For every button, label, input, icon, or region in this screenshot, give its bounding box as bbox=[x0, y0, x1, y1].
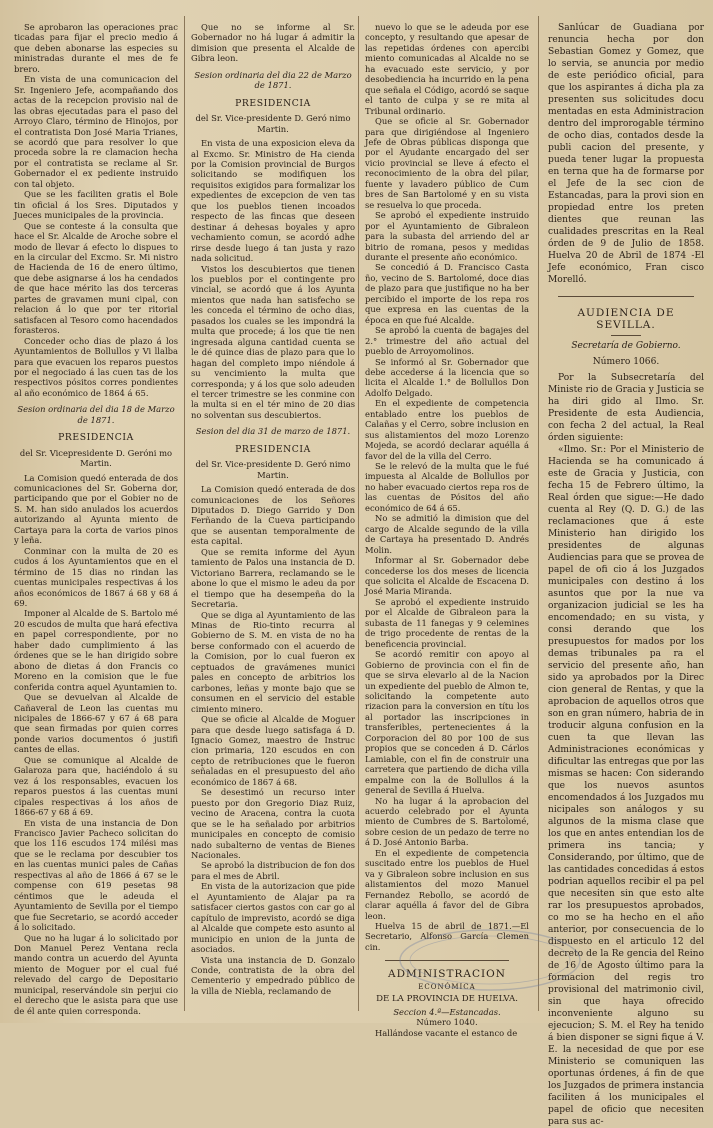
paragraph: En vista de la autorizacion que pide el Ayuntamiento de Alajar pa ra satisfacer ciertos gastos con car go al capítulo de imprevisto, acordó se diga al Alcalde que compete esto asunto al municipio en union de la junta de asociados. bbox=[191, 881, 355, 955]
presidencia-subheading: del Sr. Vice-presidente D. Geró nimo Martin. bbox=[195, 459, 351, 480]
paragraph: Por la Subsecretaría del Ministe rio de Gracia y Justicia se ha diri gido al Ilmo. Sr. Presidente de esta Audiencia, con fecha 2 del actual, la Real órden siguiente: bbox=[548, 373, 704, 443]
paragraph: Se aprobaron las operaciones prac ticadas para fijar el precio medio á que deben abonarse las especies su ministradas durante el mes de fe brero. bbox=[14, 22, 178, 74]
paragraph: En vista de una comunicacion del Sr. Ingeniero Jefe, acompañando dos actas de la recepcion provisio nal de las obras ejecutadas para el paso del Arroyo Claro, término de Hinojos, por el contratista Don José Maria Trianes, se acordó que para resolver lo que proceda sobre la re clamacion hecha por el contratista se reclame al Sr. Gobernador el ex pediente instruido con tal objeto. bbox=[14, 74, 178, 189]
paragraph: Informar al Sr. Gobernador debe concederse los dos meses de licencia que solicita el Alcalde de Escacena D. José Maria Miranda. bbox=[365, 555, 529, 597]
paragraph: En vista de una instancia de Don Francisco Javier Pacheco solicitan do que los 116 escudos 174 milési mas que se le reclama por descubier tos en las cuentas munici pales de Cañas respectivas al año de 1866 á 67 se le compense con 619 pesetas 98 céntimos que le adeuda el Ayuntamiento de Sevilla por el tiempo que fue Secretario, se acordó acceder á lo solicitado. bbox=[14, 817, 178, 933]
paragraph: En el expediente de competencia entablado entre los pueblos de Calañas y el Cerro, sobre inclusion en sus alistamientos del mozo Lorenzo Mojeda, se acordó declarar aquélla á favor del de la villa del Cerro. bbox=[365, 398, 529, 461]
column-2 bbox=[191, 22, 355, 1012]
paragraph: nuevo lo que se le adeuda por ese concepto, y resultando que apesar de las repetidas órdenes con apercibi miento comunicadas al Alcalde no se ha evacuado este servicio, y por desobediencia ha incurrido en la pena que señala el Código, acordó se saque el tanto de culpa y se re mita al Tribunal ordinario. bbox=[365, 22, 529, 116]
paragraph: Se informó al Sr. Gobernador que debe accederse á la licencia que so licita el Alcalde 1.° de Bollullos Don Adolfo Delgado. bbox=[365, 356, 529, 398]
paragraph: Que se les faciliten gratis el Bole tin oficial á los Sres. Diputados y Jueces municipales de la provincia. bbox=[14, 189, 178, 221]
paragraph: Hallándose vacante el estanco de bbox=[375, 1027, 518, 1038]
column-3 bbox=[365, 22, 529, 1038]
paragraph: Que se comunique al Alcalde de Galaroza para que, haciéndolo á su vez á los responsables, evacuen los reparos puestos á las cuentas muni cipales respectivas á los años de 1866-67 y 68 á 69. bbox=[14, 754, 178, 818]
paragraph: Se aprobó el expediente instruido por el Alcalde de Gibraleon para la subasta de 11 fanegas y 9 celemines de trigo procedente de rentas de la beneficencia provincial. bbox=[365, 596, 529, 649]
column-1 bbox=[14, 22, 178, 1016]
presidencia-heading: PRESIDENCIA bbox=[58, 432, 134, 444]
paragraph: Que se oficie al Alcalde de Moguer para que desde luego satisfaga á D. Ignacio Gomez, maestro de Instruc cion primaria, 120 escudos en con cepto de retribuciones que le fueron señaladas en el presupuesto del año económico de 1867 á 68. bbox=[191, 714, 355, 787]
session-heading: Sesion ordinaria del dia 18 de Marzo de 1871. bbox=[17, 404, 175, 425]
paragraph: Se concedió á D. Francisco Casta ño, vecino de S. Bartolomé, doce dias de plazo para que justifique no ha ber percibido el importe de los repa ros que expresa en las cuentas de la época en que fué Alcalde. bbox=[365, 262, 529, 325]
paragraph: Vistos los descubiertos que tienen los pueblos por el contingente pro vincial, se acordó que á los Ayunta mientos que nada han satisfecho se les conceda el término de ocho dias, pasados los cuales se les impondrá la multa que procede; á los que tie nen ingresada alguna cantidad cuenta se le dé quince dias de plazo para que lo hagan del completo impo niéndole á su vencimiento la multa que corresponda; y á los que solo adeuden el tercer trimestre se les conmine con la multa si en el tér mino de 20 dias no solventan sus descubiertos. bbox=[191, 263, 355, 420]
paragraph: Que se remita informe del Ayun tamiento de Palos una instancia de D. Victoriano Barrera, reclamando se le abone lo que el mismo le adeu da por el tiempo que ha desempeña do la Secretaria. bbox=[191, 546, 355, 610]
column-divider bbox=[184, 16, 185, 1011]
section-heading: Seccion 4.ª—Estancadas. bbox=[393, 1006, 501, 1017]
signoff: Huelva 15 de abril de 1871.—El Secretario, Alfonso García Clemen cin. bbox=[365, 920, 529, 952]
paragraph: Se acordó remitir con apoyo al Gobierno de provincia con el fin de que se sirva elevarlo al de la Nacion un expediente del pueblo de Almon te, solicitando la competente auto rizacion para la conversion en títu los al portador las inscripciones in transferibles, pertenecientes á la Corporacion del 80 por 100 de sus propios que se conceden á D. Cárlos Lamiable, con el fin de construir una carretera que partiendo de dicha villa empalme con la de Bollullos á la general de Sevilla á Huelva. bbox=[365, 649, 529, 796]
session-heading: Sesion ordinaria del dia 22 de Marzo de 1871. bbox=[194, 69, 352, 91]
presidencia-heading: PRESIDENCIA bbox=[235, 97, 311, 109]
column-divider bbox=[358, 16, 359, 1011]
paragraph: No ha lugar á la aprobacion del acuerdo celebrado por el Ayunta miento de Cumbres de S. Bartolomé, sobre cesion de un pedazo de terre no á D. José Antonio Barba. bbox=[365, 795, 529, 848]
paragraph: Que no ha lugar á lo solicitado por Don Manuel Perez Ventana recla mando contra un acuerdo del Ayunta miento de Moguer por el cual fué relevado del cargo de Depositario municipal, reservándole sin perjui cio el derecho que le asista para que use de él ante quien corresponda. bbox=[14, 932, 178, 1016]
paragraph: Sanlúcar de Guadiana por renuncia hecha por don Sebastian Gomez y Gomez, que lo servia, se anuncia por medio de este periódico oficial, para que los aspirantes á dicha pla za presenten sus solicitudes docu mentadas en esta Administracion dentro del improrogable término de ocho dias, contados desde la publi cacion del presente, y pueda tener lugar la propuesta en terna que ha de formarse por el Jefe de la sec cion de Estancadas, para la provi sion en propiedad entre los preten dientes que reunan las cualidades prescritas en la Real órden de 9 de Julio de 1858. Huelva 20 de Abril de 1874 -El Jefe económico, Fran cisco Morelló. bbox=[548, 23, 704, 285]
presidencia-subheading: del Sr. Vicepresidente D. Geróni mo Martin. bbox=[19, 447, 173, 469]
notice-number: Número 1066. bbox=[592, 357, 660, 367]
paragraph: Se aprobó el expediente instruido por el Ayuntamiento de Gibraleon para la subasta del arriendo del ar bitrio de romana, pesos y medidas durante el presente año económico. bbox=[365, 210, 529, 262]
audiencia-subheading: Secretaría de Gobierno. bbox=[571, 341, 681, 351]
province-heading: DE LA PROVINCIA DE HUELVA. bbox=[376, 994, 518, 1005]
paragraph: Se desestimó un recurso inter puesto por don Gregorio Diaz Ruiz, vecino de Aracena, contra la cuota que se le ha señalado por arbitrios municipales en concepto de comisio nado subalterno de ventas de Bienes Nacionales. bbox=[191, 787, 355, 860]
paragraph: Que se devuelvan al Alcalde de Cañaveral de Leon las cuentas mu nicipales de 1866-67 y 67 á 68 para que sean firmadas por quien corres ponde varios documentos ó justifi cantes de ellas. bbox=[14, 692, 178, 755]
paragraph: Se le relevó de la multa que le fué impuesta al Alcalde de Bollullos por no haber evacuado ciertos repa ros de las cuentas de Pósitos del año económico de 64 á 65. bbox=[365, 461, 529, 513]
column-4 bbox=[548, 22, 704, 1127]
paragraph: Conceder ocho dias de plazo á los Ayuntamientos de Bollullos y Vi llalba para que evacuen los reparos puestos por el negociado á las cuen tas de los respectivos pósitos corres pondientes al año económico de 1864 á 65. bbox=[14, 335, 178, 398]
paragraph: Que se diga al Ayuntamiento de las Minas de Rio-tinto recurra al Gobierno de S. M. en vista de no ha berse conformado con el acuerdo de la Comision, por lo cual fueron ex ceptuados de gravámenes munici pales en concepto de arbitrios los carbones, leñas y monte bajo que se consumen en el servicio del estable cimiento minero. bbox=[191, 609, 355, 714]
notice-number: Número 1040. bbox=[416, 1017, 478, 1028]
paragraph: En vista de una exposicion eleva da al Excmo. Sr. Ministro de Ha cienda por la Comision provincial de Burgos solicitando se modifiquen los requisitos exigidos para formalizar los expedientes de excepcion de ven tas que los pueblos tienen incoados respecto de las fincas que deseen destinar á dehesas boyales y apro vechamiento comun, se acordó adhe rirse desde luego á tan justa y razo nada solicitud. bbox=[191, 138, 355, 264]
paragraph: Se aprobó la distribucion de fon dos para el mes de Abril. bbox=[191, 860, 355, 881]
short-rule bbox=[611, 335, 641, 336]
paragraph: Se aprobó la cuenta de bagajes del 2.° trimestre del año actual del pueblo de Arroyomolinos. bbox=[365, 325, 529, 357]
section-rule bbox=[558, 296, 694, 297]
paragraph: Vista una instancia de D. Gonzalo Conde, contratista de la obra del Cementerio y empedrado público de la villa de Niebla, reclamando de bbox=[191, 954, 355, 996]
paragraph: En el expediente de competencia suscitado entre los pueblos de Huel va y Gibraleon sobre inclusion en sus alistamientos del mozo Manuel Fernandez Rebollo, se acordó de clarar aquélla á favor del de Gibra leon. bbox=[365, 847, 529, 921]
paragraph: Conminar con la multa de 20 es cudos á los Ayuntamientos que en el término de 15 dias no rindan las cuentas municipales respectivas á los años económicos de 1867 á 68 y 68 á 69. bbox=[14, 545, 178, 609]
column-divider bbox=[538, 16, 539, 1011]
paragraph: La Comision quedó enterada de dos comunicaciones del Sr. Goberna dor, participando que por el Gobier no de S. M. han sido anulados los acuerdos autorizando al Ayunta miento de Cartaya para la corta de varios pinos y leña. bbox=[14, 472, 178, 546]
paragraph: «Ilmo. Sr.: Por el Ministerio de Hacienda se ha comunicado á este de Gracia y Justicia, con fecha 15 de Febrero último, la Real órden que sigue:—He dado cuenta al Rey (Q. D. G.) de las reclamaciones que á este Ministerio han dirigido los presidentes de algunas Audiencias para que se provea de papel de ofi cio á los Juzgados municipales con destino á los asuntos que por la nue va organizacion judicial se les ha encomendado; en su vista, y consi derando que los presupuestos for mados por los demas tribunales pa ra el servicio del presente año, han sido ya aprobados por la Direc cion general de Rentas, y que la aprobacion de aquellos otros que son en gran número, habria de in troducir alguna confusion en la cuen ta que llevan las Administraciones económicas y dificultar las entregas que por las mismas se hacen: Con siderando que los nuevos asuntos encomendados á los Juzgados mu nicipales son análogos y su algunos de la misma clase que los que en antes entendian los de primera ins tancia; y Considerando, por último, que de las cantidades concedidas á estos podrian aquellos recibir el pa pel que necesiten sin que esto alte rar los presupuestos aprobados, co mo se ha hecho en el año anterior, por consecuencia de lo dispuesto en el articulo 12 del decreto de la Re gencia del Reino de 16 de Agosto último para la formacion del regis tro provisional del matrimonio civil, sin que haya ofrecido inconveniente alguno su ejecucion; S. M. el Rey ha tenido á bien disponer se signi fique á V. E. la necesidad de que por ese Ministerio se comuniquen las oportunas órdenes, á fin de que los Juzgados de primera instancia faciliten á los municipales el papel de oficio que necesiten para sus ac- bbox=[548, 445, 704, 1127]
paragraph: Que se oficie al Sr. Gobernador para que dirigiéndose al Ingeniero Jefe de Obras públicas disponga que por el Ayudante encargado del ser vicio provincial se lleve á efecto el reconocimiento de la obra del pilar, fuente y lavadero público de Cum bres de San Bartolomé y en su vista se resuelva lo que proceda. bbox=[365, 116, 529, 210]
paragraph: Que no se informe al Sr. Gobernador no há lugar á admitir la dimision que presenta el Alcalde de Gibra leon. bbox=[191, 22, 355, 64]
administracion-subheading: ECONÓMICA bbox=[418, 982, 476, 991]
paragraph: Que se conteste á la consulta que hace el Sr. Alcalde de Aroche sobre el modo de llevar á efecto lo dispues to en la circular del Excmo. Sr. Mi nistro de Hacienda de 16 de enero último, que debe asignarse á los ha cendados de que hace mérito las dos terceras partes de gravamen muni cipal, con relacion á lo que por ter ritorial satisfacen al Tesoro como hacendados forasteros. bbox=[14, 220, 178, 336]
presidencia-heading: PRESIDENCIA bbox=[235, 443, 311, 455]
paragraph: No se admitió la dimision que del cargo de Alcalde segundo de la villa de Cartaya ha presentado D. Andrés Molin. bbox=[365, 513, 529, 555]
paragraph: La Comision quedó enterada de dos comunicaciones de los Señores Diputados D. Diego Garrido y Don Ferñando de la Cueva participando que se ausentan temporalmente de esta capital. bbox=[191, 484, 355, 547]
session-heading: Sesion del dia 31 de marzo de 1871. bbox=[195, 426, 351, 437]
audiencia-heading: AUDIENCIA DE SEVILLA. bbox=[577, 307, 675, 331]
administracion-heading: ADMINISTRACION bbox=[388, 968, 506, 981]
section-rule bbox=[385, 960, 509, 961]
paragraph: Imponer al Alcalde de S. Bartolo mé 20 escudos de multa que hará efectiva en papel correspondiente, por no haber dado cumplimiento á las órdenes que se le han dirigido sobre abono de dietas á don Francis co Moreno en la comision que le fue conferida contra aquel Ayuntamien to. bbox=[14, 608, 178, 692]
presidencia-subheading: del Sr. Vice-presidente D. Geró nimo Martin. bbox=[195, 113, 351, 134]
